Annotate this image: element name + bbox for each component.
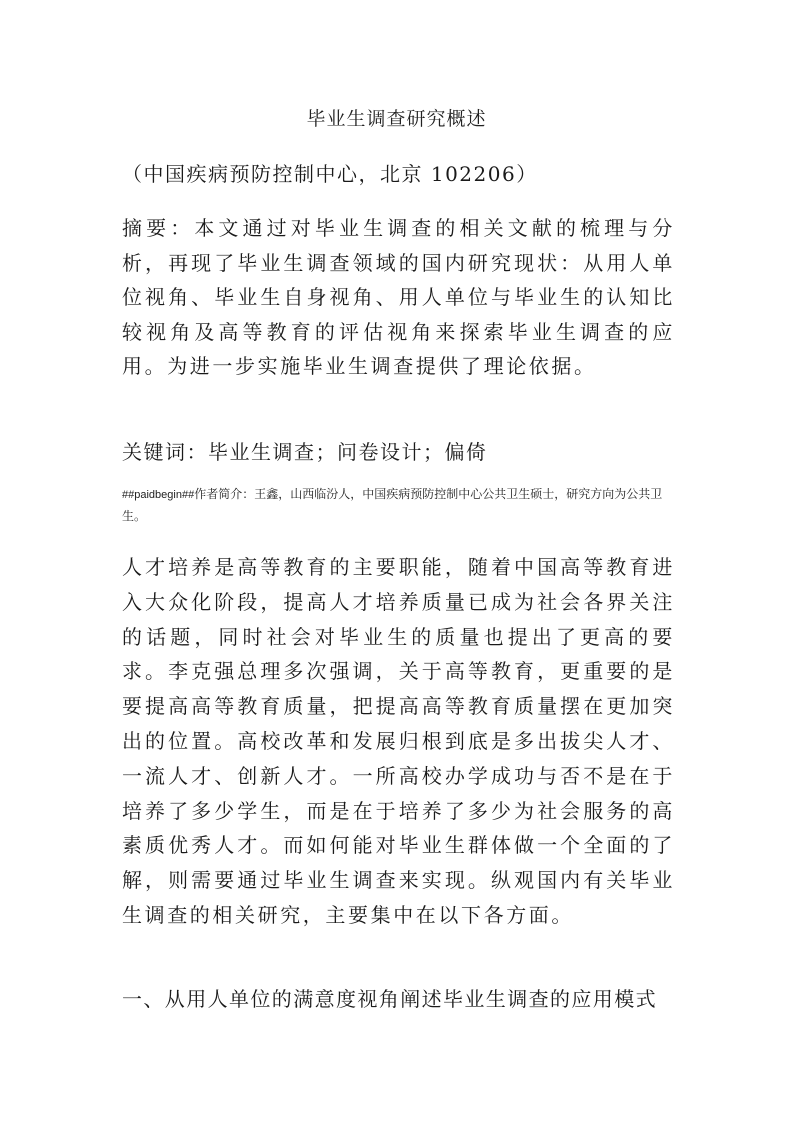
section-heading: 一、从用人单位的满意度视角阐述毕业生调查的应用模式 — [122, 987, 657, 1011]
keywords-line: 关键词：毕业生调查；问卷设计；偏倚 — [122, 440, 488, 464]
document-title: 毕业生调查研究概述 — [306, 108, 487, 130]
abstract-paragraph: 摘要：本文通过对毕业生调查的相关文献的梳理与分析，再现了毕业生调查领域的国内研究现状：从用人单位视角、毕业生自身视角、用人单位与毕业生的认知比较视角及高等教育的评估视角来探索毕业生调查的应用。为进一步实施毕业生调查提供了理论依据。 — [122, 216, 675, 378]
footnote-marker: ##paidbegin## — [122, 489, 195, 501]
author-affiliation: （中国疾病预防控制中心，北京 102206） — [122, 162, 538, 186]
body-paragraph: 人才培养是高等教育的主要职能，随着中国高等教育进入大众化阶段，提高人才培养质量已成为社会各界关注的话题，同时社会对毕业生的质量也提出了更高的要求。李克强总理多次强调，关于高等教育，更重要的是要提高高等教育质量，把提高高等教育质量摆在更加突出的位置。高校改革和发展归根到底是多出拔尖人才、一流人才、创新人才。一所高校办学成功与否不是在于培养了多少学生，而是在于培养了多少为社会服务的高素质优秀人才。而如何能对毕业生群体做一个全面的了解，则需要通过毕业生调查来实现。纵观国内有关毕业生调查的相关研究，主要集中在以下各方面。 — [122, 555, 675, 927]
footnote-text: 作者简介：王鑫，山西临汾人，中国疾病预防控制中心公共卫生硕士，研究方向为公共卫生。 — [122, 487, 663, 523]
author-footnote — [122, 484, 675, 527]
